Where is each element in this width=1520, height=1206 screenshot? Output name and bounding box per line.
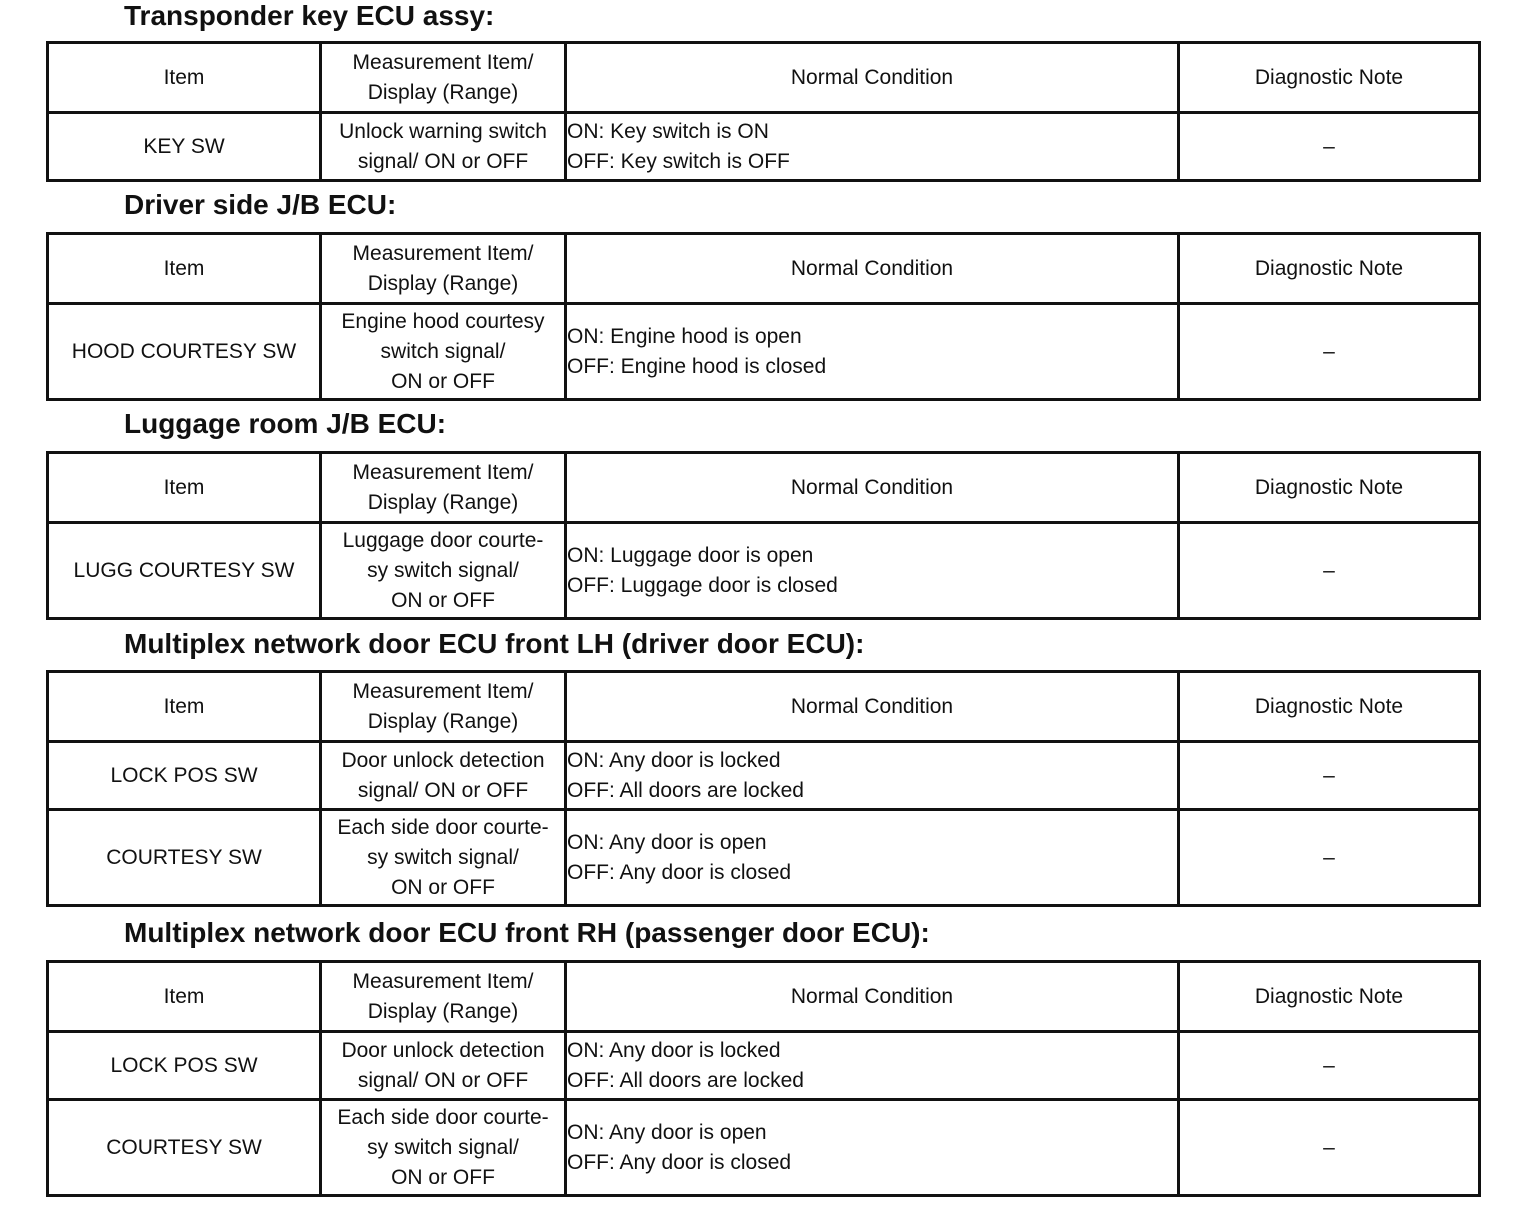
cell-measurement: Engine hood courtesy switch signal/ ON or OFF [321,304,566,400]
header-diagnostic-note: Diagnostic Note [1179,234,1480,304]
cell-normal-condition: ON: Luggage door is open OFF: Luggage door is closed [566,523,1179,619]
cell-diagnostic-note: – [1179,742,1480,810]
table-row [48,523,1480,619]
section-title-door-ecu-front-lh: Multiplex network door ECU front LH (driver door ECU): [124,628,865,659]
spec-table-door-ecu-front-lh [46,670,1481,907]
header-normal-condition: Normal Condition [566,43,1179,113]
header-normal-condition: Normal Condition [566,672,1179,742]
spec-table-driver-side-jb-ecu [46,232,1481,401]
cell-normal-condition: ON: Engine hood is open OFF: Engine hood is closed [566,304,1179,400]
cell-normal-condition: ON: Any door is open OFF: Any door is closed [566,1100,1179,1196]
header-item: Item [48,672,321,742]
header-item: Item [48,234,321,304]
header-measurement: Measurement Item/ Display (Range) [321,672,566,742]
table-header-row [48,43,1480,113]
header-measurement: Measurement Item/ Display (Range) [321,453,566,523]
cell-measurement: Luggage door courte- sy switch signal/ ON or OFF [321,523,566,619]
cell-normal-condition: ON: Any door is locked OFF: All doors are locked [566,742,1179,810]
cell-diagnostic-note: – [1179,304,1480,400]
spec-table-transponder-key-ecu [46,41,1481,182]
table-header-row [48,672,1480,742]
section-title-door-ecu-front-rh: Multiplex network door ECU front RH (passenger door ECU): [124,917,930,948]
cell-measurement: Unlock warning switch signal/ ON or OFF [321,113,566,181]
header-normal-condition: Normal Condition [566,234,1179,304]
cell-normal-condition: ON: Key switch is ON OFF: Key switch is OFF [566,113,1179,181]
cell-item: COURTESY SW [48,810,321,906]
header-diagnostic-note: Diagnostic Note [1179,453,1480,523]
cell-item: COURTESY SW [48,1100,321,1196]
cell-measurement: Each side door courte- sy switch signal/ ON or OFF [321,810,566,906]
cell-item: KEY SW [48,113,321,181]
cell-diagnostic-note: – [1179,113,1480,181]
cell-normal-condition: ON: Any door is open OFF: Any door is closed [566,810,1179,906]
cell-normal-condition: ON: Any door is locked OFF: All doors are locked [566,1032,1179,1100]
cell-diagnostic-note: – [1179,523,1480,619]
header-measurement: Measurement Item/ Display (Range) [321,962,566,1032]
cell-diagnostic-note: – [1179,810,1480,906]
cell-item: HOOD COURTESY SW [48,304,321,400]
table-row [48,810,1480,906]
cell-measurement: Door unlock detection signal/ ON or OFF [321,1032,566,1100]
header-item: Item [48,453,321,523]
table-row [48,113,1480,181]
header-normal-condition: Normal Condition [566,962,1179,1032]
cell-measurement: Door unlock detection signal/ ON or OFF [321,742,566,810]
header-normal-condition: Normal Condition [566,453,1179,523]
table-row [48,1032,1480,1100]
cell-diagnostic-note: – [1179,1100,1480,1196]
table-row [48,742,1480,810]
header-item: Item [48,43,321,113]
section-title-luggage-room-jb-ecu: Luggage room J/B ECU: [124,408,447,439]
header-item: Item [48,962,321,1032]
table-header-row [48,234,1480,304]
header-measurement: Measurement Item/ Display (Range) [321,234,566,304]
header-diagnostic-note: Diagnostic Note [1179,43,1480,113]
table-header-row [48,962,1480,1032]
table-header-row [48,453,1480,523]
section-title-transponder-key-ecu: Transponder key ECU assy: [124,0,495,31]
cell-item: LOCK POS SW [48,1032,321,1100]
table-row [48,1100,1480,1196]
cell-item: LOCK POS SW [48,742,321,810]
table-row [48,304,1480,400]
cell-measurement: Each side door courte- sy switch signal/ ON or OFF [321,1100,566,1196]
header-diagnostic-note: Diagnostic Note [1179,672,1480,742]
header-diagnostic-note: Diagnostic Note [1179,962,1480,1032]
spec-table-luggage-room-jb-ecu [46,451,1481,620]
header-measurement: Measurement Item/ Display (Range) [321,43,566,113]
spec-table-door-ecu-front-rh [46,960,1481,1197]
section-title-driver-side-jb-ecu: Driver side J/B ECU: [124,189,397,220]
cell-diagnostic-note: – [1179,1032,1480,1100]
cell-item: LUGG COURTESY SW [48,523,321,619]
